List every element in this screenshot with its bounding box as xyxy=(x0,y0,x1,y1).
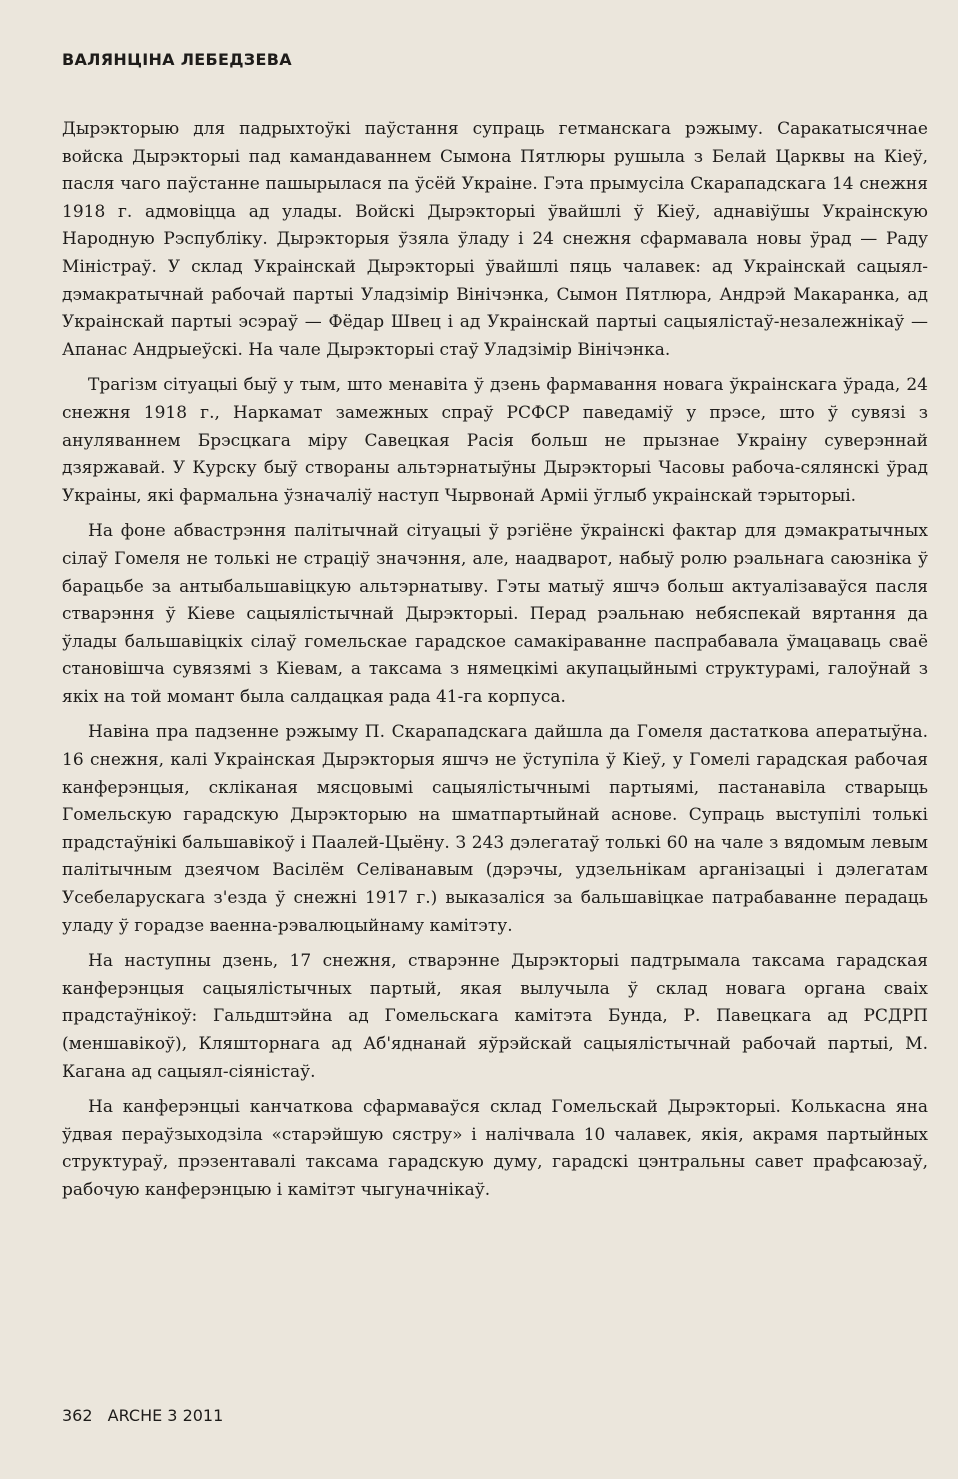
paragraph: Дырэкторыю для падрыхтоўкі паўстання супраць гетманскага рэжыму. Саракатысячнае войска Дырэкторыі пад камандаваннем Сымона Пятлюры рушыла з Белай Царквы на Кіеў, пасля чаго паўстанне пашырылася па ўсёй Украіне. Гэта прымусіла Скарападскага 14 снежня 1918 г. адмовіцца ад улады. Войскі Дырэкторыі ўвайшлі ў Кіеў, аднавіўшы Украінскую Народную Рэспубліку. Дырэкторыя ўзяла ўладу і 24 снежня сфармавала новы ўрад — Раду Міністраў. У склад Украінскай Дырэкторыі ўвайшлі пяць чалавек: ад Украінскай сацыял-дэмакратычнай рабочай партыі Уладзімір Вінічэнка, Сымон Пятлюра, Андрэй Макаранка, ад Украінскай партыі эсэраў — Фёдар Швец і ад Украінскай партыі сацыялістаў-незалежнікаў — Апанас Андрыеўскі. На чале Дырэкторыі стаў Уладзімір Вінічэнка. xyxy=(62,119,928,360)
paragraph: Трагізм сітуацыі быў у тым, што менавіта ў дзень фармавання новага ўкраінскага ўрада, 24 снежня 1918 г., Наркамат замежных спраў РСФСР паведаміў у прэсе, што ў сувязі з ануляваннем Брэсцкага міру Савецкая Расія больш не прызнае Украіну суверэннай дзяржавай. У Курску быў створаны альтэрнатыўны Дырэкторыі Часовы рабоча-сялянскі ўрад Украіны, які фармальна ўзначаліў наступ Чырвонай Арміі ўглыб украінскай тэрыторыі. xyxy=(62,375,928,506)
paragraph: На наступны дзень, 17 снежня, стварэнне Дырэкторыі падтрымала таксама гарадская канферэнцыя сацыялістычных партый, якая вылучыла ў склад новага органа сваіх прадстаўнікоў: Гальдштэйна ад Гомельскага камітэта Бунда, Р. Павецкага ад РСДРП (меншавікоў), Кляшторнага ад Аб'яднанай яўрэйскай сацыялістычнай рабочай партыі, М. Кагана ад сацыял-сіяністаў. xyxy=(62,951,928,1082)
body-text xyxy=(62,116,928,1213)
journal-name: ARCHE 3 2011 xyxy=(107,1406,224,1425)
paragraph: На канферэнцыі канчаткова сфармаваўся склад Гомельскай Дырэкторыі. Колькасна яна ўдвая пераўзыходзіла «старэйшую сястру» і налічвала 10 чалавек, якія, акрамя партыйных структураў, прэзентавалі таксама гарадскую думу, гарадскі цэнтральны савет прафсаюзаў, рабочую канферэнцыю і камітэт чыгуначнікаў. xyxy=(62,1097,928,1200)
paragraph: Навіна пра падзенне рэжыму П. Скарападскага дайшла да Гомеля дастаткова аператыўна. 16 снежня, калі Украінская Дырэкторыя яшчэ не ўступіла ў Кіеў, у Гомелі гарадская рабочая канферэнцыя, скліканая мясцовымі сацыялістычнымі партыямі, пастанавіла стварыць Гомельскую гарадскую Дырэкторыю на шматпартыйнай аснове. Супраць выступілі толькі прадстаўнікі бальшавікоў і Паалей-Цыёну. З 243 дэлегатаў толькі 60 на чале з вядомым левым палітычным дзеячом Васілём Селіванавым (дэрэчы, удзельнікам арганізацыі і дэлегатам Усебеларускага з'езда ў снежні 1917 г.) выказаліся за бальшавіцкае патрабаванне перадаць уладу ў горадзе ваенна-рэвалюцыйнаму камітэту. xyxy=(62,722,928,936)
paragraph: На фоне абвастрэння палітычнай сітуацыі ў рэгіёне ўкраінскі фактар для дэмакратычных сілаў Гомеля не толькі не страціў значэння, але, наадварот, набыў ролю рэальнага саюзніка ў барацьбе за антыбальшавіцкую альтэрнатыву. Гэты матыў яшчэ больш актуалізаваўся пасля стварэння ў Кіеве сацыялістычнай Дырэкторыі. Перад рэальнаю небяспекай вяртання да ўлады бальшавіцкіх сілаў гомельскае гарадское самакіраванне паспрабавала ўмацаваць сваё становішча сувязямі з Кіевам, а таксама з нямецкімі акупацыйнымі структурамі, галоўнай з якіх на той момант была салдацкая рада 41-га корпуса. xyxy=(62,521,928,707)
page-footer xyxy=(62,1406,233,1425)
running-head: ВАЛЯНЦІНА ЛЕБЕДЗЕВА xyxy=(62,50,292,69)
page-number: 362 xyxy=(62,1406,93,1425)
